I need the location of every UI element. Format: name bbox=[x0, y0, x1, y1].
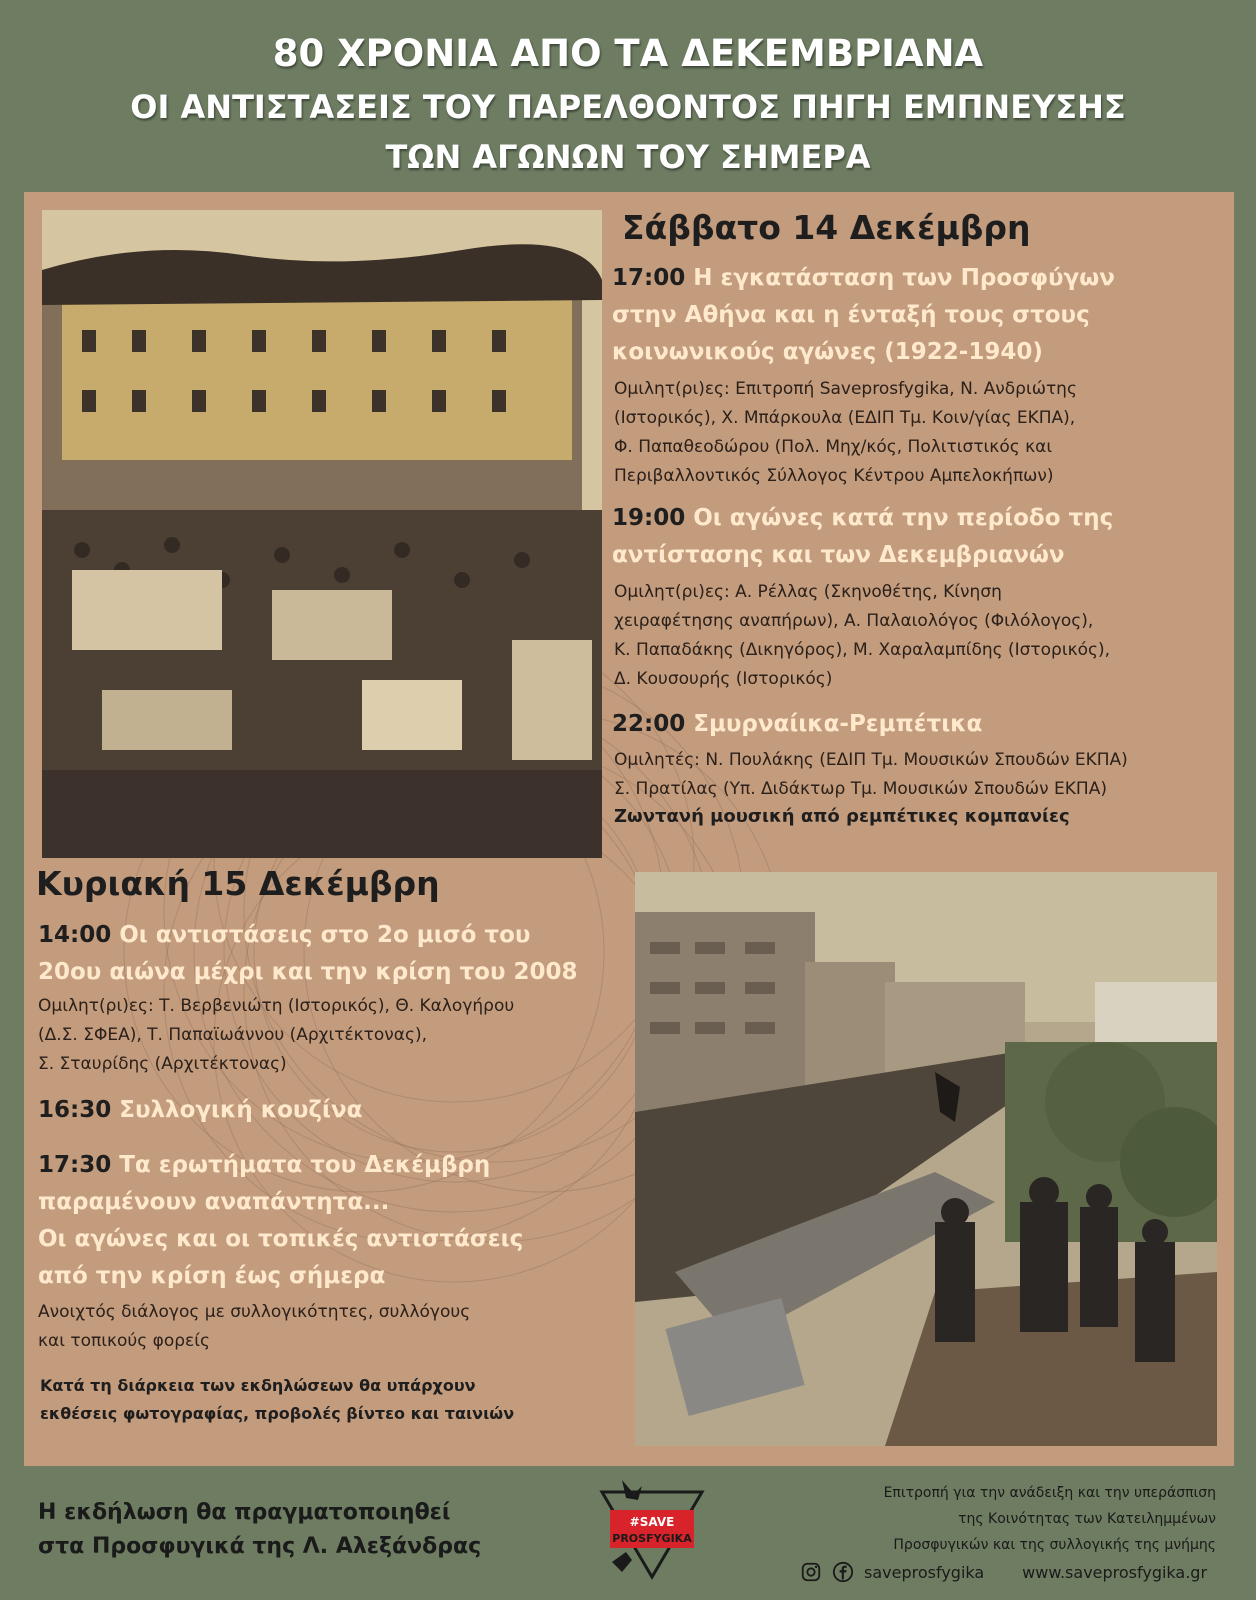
speaker-line: Ομιλητές: Ν. Πουλάκης (ΕΔΙΠ Τμ. Μουσικών Σπουδών ΕΚΠΑ) bbox=[614, 750, 1128, 770]
saturday-event-1-title bbox=[612, 260, 1115, 371]
event-time: 14:00 bbox=[38, 922, 112, 948]
saturday-event-3-speakers bbox=[614, 746, 1128, 804]
subtitle-line-2: ΤΩΝ ΑΓΩΝΩΝ ΤΟΥ ΣΗΜΕΡΑ bbox=[385, 138, 871, 176]
website-link[interactable]: www.saveprosfygika.gr bbox=[1022, 1562, 1208, 1582]
poster-header bbox=[0, 28, 1256, 180]
event-title-line: Σμυρναίικα-Ρεμπέτικα bbox=[693, 711, 983, 737]
committee-line: Προσφυγικών και της συλλογικής της μνήμης bbox=[893, 1537, 1216, 1553]
note-line: εκθέσεις φωτογραφίας, προβολές βίντεο και ταινιών bbox=[40, 1404, 515, 1423]
speaker-line: (Δ.Σ. ΣΦΕΑ), Τ. Παπαϊωάννου (Αρχιτέκτονας), bbox=[38, 1025, 428, 1045]
live-music-note: Ζωντανή μουσική από ρεμπέτικες κομπανίες bbox=[614, 806, 1070, 827]
location-line: στα Προσφυγικά της Λ. Αλεξάνδρας bbox=[38, 1534, 482, 1559]
committee-line: της Κοινότητας των Κατειλημμένων bbox=[958, 1511, 1216, 1527]
event-title-line: παραμένουν αναπάντητα... bbox=[38, 1189, 390, 1215]
saturday-title: Σάββατο 14 Δεκέμβρη bbox=[622, 208, 1031, 247]
main-title: 80 ΧΡΟΝΙΑ ΑΠΟ ΤΑ ΔΕΚΕΜΒΡΙΑΝΑ bbox=[272, 32, 984, 75]
sunday-title: Κυριακή 15 Δεκέμβρη bbox=[36, 864, 440, 903]
event-title-line: από την κρίση έως σήμερα bbox=[38, 1263, 386, 1289]
saturday-event-2-title bbox=[612, 500, 1113, 574]
program-panel bbox=[24, 192, 1234, 1466]
modern-photo-art bbox=[635, 872, 1217, 1446]
event-time: 17:30 bbox=[38, 1152, 112, 1178]
event-title-line: Η εγκατάσταση των Προσφύγων bbox=[693, 265, 1115, 291]
committee-line: Επιτροπή για την ανάδειξη και την υπεράσπιση bbox=[883, 1485, 1216, 1501]
event-title-line: Συλλογική κουζίνα bbox=[119, 1097, 363, 1123]
historical-demonstration-photo bbox=[42, 210, 602, 858]
event-title-line: Οι αγώνες και οι τοπικές αντιστάσεις bbox=[38, 1226, 524, 1252]
sunday-event-2-title bbox=[38, 1092, 362, 1129]
social-links bbox=[800, 1558, 1207, 1586]
sunday-event-1-title bbox=[38, 917, 578, 991]
event-time: 19:00 bbox=[612, 505, 686, 531]
sunday-event-3-title bbox=[38, 1147, 523, 1295]
committee-info bbox=[884, 1480, 1216, 1558]
event-title-line: Οι αγώνες κατά την περίοδο της bbox=[693, 505, 1114, 531]
saturday-event-2-speakers bbox=[614, 578, 1110, 694]
event-title-line: κοινωνικούς αγώνες (1922-1940) bbox=[612, 339, 1043, 365]
event-title-line: 20ου αιώνα μέχρι και την κρίση του 2008 bbox=[38, 959, 578, 985]
saveprosfygika-logo bbox=[592, 1472, 712, 1592]
event-time: 22:00 bbox=[612, 711, 686, 737]
subtitle-line-1: ΟΙ ΑΝΤΙΣΤΑΣΕΙΣ ΤΟΥ ΠΑΡΕΛΘΟΝΤΟΣ ΠΗΓΗ ΕΜΠΝΕΥΣΗΣ bbox=[130, 88, 1126, 126]
speaker-line: (Ιστορικός), Χ. Μπάρκουλα (ΕΔΙΠ Τμ. Κοιν/γίας ΕΚΠΑ), bbox=[614, 408, 1076, 428]
social-handle[interactable]: saveprosfygika bbox=[864, 1562, 985, 1582]
speaker-line: Δ. Κουσουρής (Ιστορικός) bbox=[614, 669, 833, 689]
event-title-line: αντίστασης και των Δεκεμβριανών bbox=[612, 542, 1065, 568]
speaker-line: χειραφέτησης αναπήρων), Α. Παλαιολόγος (Φιλόλογος), bbox=[614, 611, 1094, 631]
speaker-line: Ομιλητ(ρι)ες: Α. Ρέλλας (Σκηνοθέτης, Κίνηση bbox=[614, 582, 1002, 602]
sunday-event-3-speakers bbox=[38, 1298, 470, 1356]
speaker-line: Ομιλητ(ρι)ες: Τ. Βερβενιώτη (Ιστορικός), Θ. Καλογήρου bbox=[38, 996, 515, 1016]
logo-text-line-1: #SAVE bbox=[629, 1515, 675, 1529]
speaker-line: Ομιλητ(ρι)ες: Επιτροπή Saveprosfygika, Ν. Ανδριώτης bbox=[614, 379, 1077, 399]
logo-text-line-2: PROSFYGIKA bbox=[612, 1532, 692, 1545]
speaker-line: Ανοιχτός διάλογος με συλλογικότητες, συλλόγους bbox=[38, 1302, 471, 1322]
modern-demonstration-photo bbox=[635, 872, 1217, 1446]
event-time: 17:00 bbox=[612, 265, 686, 291]
saturday-event-3-title bbox=[612, 706, 982, 743]
historical-photo-art bbox=[42, 210, 602, 858]
speaker-line: και τοπικούς φορείς bbox=[38, 1331, 210, 1351]
speaker-line: Σ. Σταυρίδης (Αρχιτέκτονας) bbox=[38, 1054, 287, 1074]
speaker-line: Κ. Παπαδάκης (Δικηγόρος), Μ. Χαραλαμπίδης (Ιστορικός), bbox=[614, 640, 1111, 660]
event-title-line: Οι αντιστάσεις στο 2ο μισό του bbox=[119, 922, 531, 948]
note-line: Κατά τη διάρκεια των εκδηλώσεων θα υπάρχουν bbox=[40, 1376, 476, 1395]
event-title-line: Τα ερωτήματα του Δεκέμβρη bbox=[119, 1152, 491, 1178]
instagram-icon[interactable] bbox=[800, 1561, 822, 1583]
speaker-line: Περιβαλλοντικός Σύλλογος Κέντρου Αμπελοκήπων) bbox=[614, 466, 1054, 486]
location-line: Η εκδήλωση θα πραγματοποιηθεί bbox=[38, 1500, 451, 1525]
facebook-icon[interactable] bbox=[832, 1561, 854, 1583]
speaker-line: Φ. Παπαθεοδώρου (Πολ. Μηχ/κός, Πολιτιστικός και bbox=[614, 437, 1053, 457]
event-time: 16:30 bbox=[38, 1097, 112, 1123]
exhibitions-note bbox=[40, 1372, 514, 1428]
location-info bbox=[38, 1496, 481, 1564]
speaker-line: Σ. Πρατίλας (Υπ. Διδάκτωρ Τμ. Μουσικών Σπουδών ΕΚΠΑ) bbox=[614, 779, 1107, 799]
sunday-event-1-speakers bbox=[38, 992, 514, 1079]
saturday-event-1-speakers bbox=[614, 375, 1077, 491]
event-title-line: στην Αθήνα και η ένταξή τους στους bbox=[612, 302, 1090, 328]
